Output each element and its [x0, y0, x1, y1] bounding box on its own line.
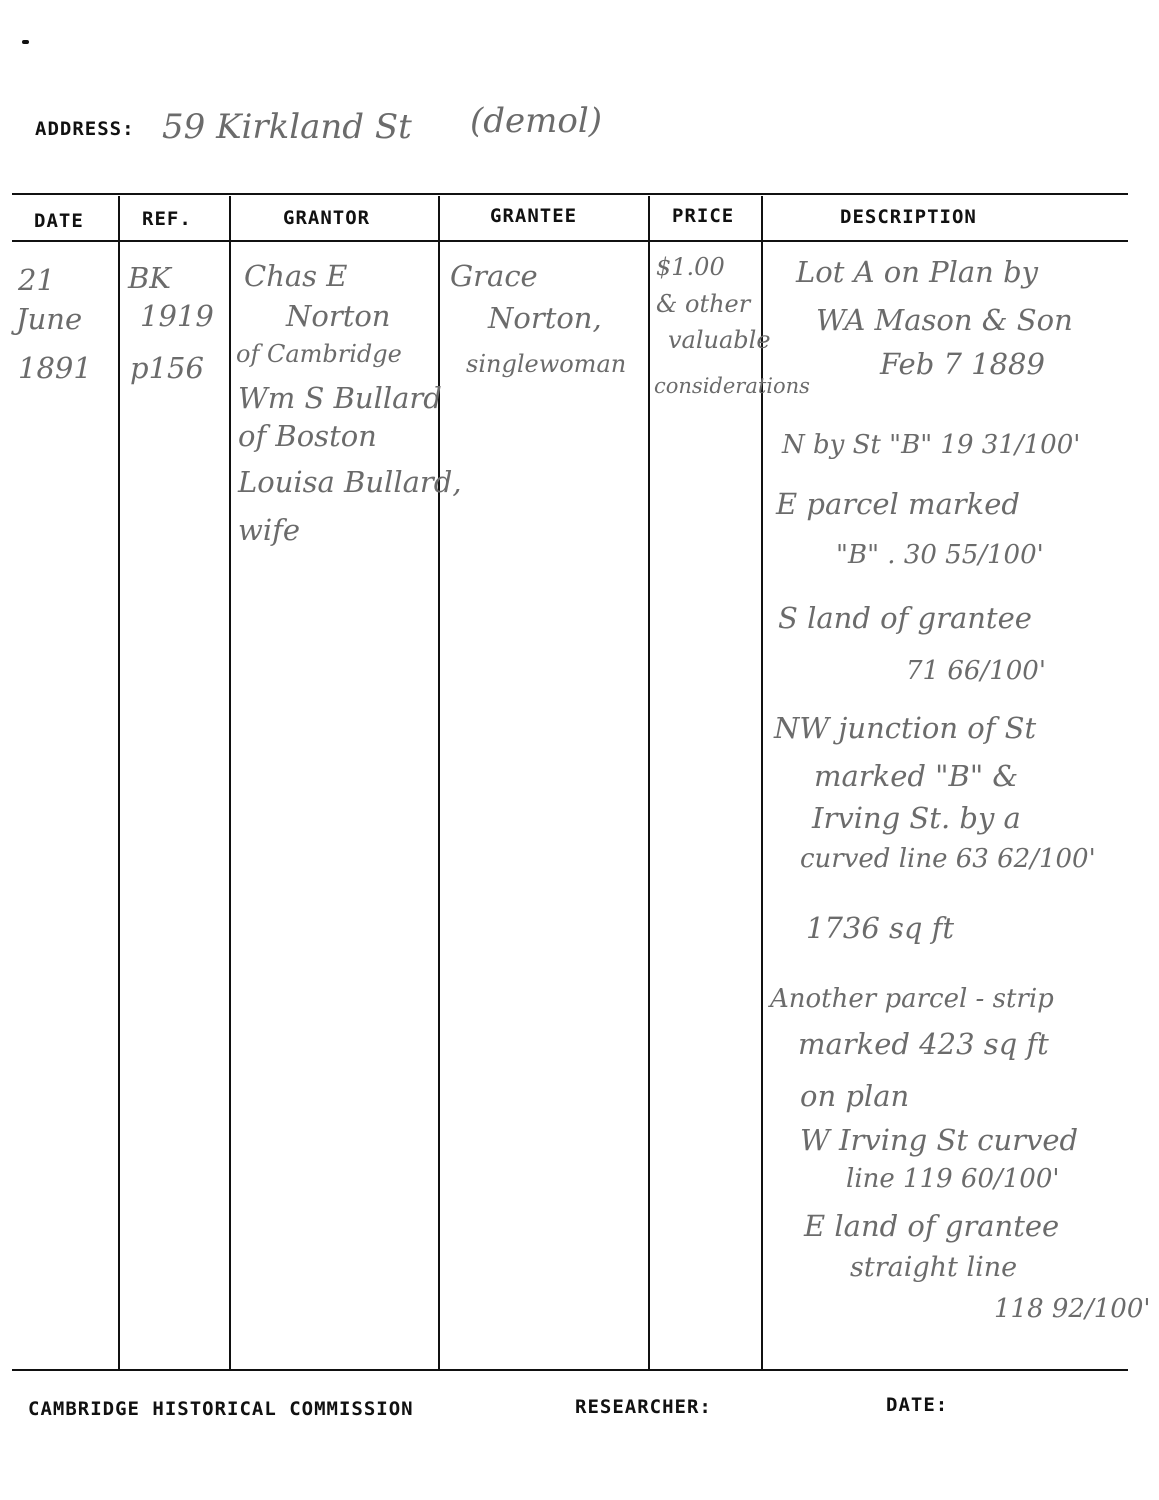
- address-label: ADDRESS:: [35, 118, 135, 140]
- grantor-line-5: of Boston: [238, 419, 377, 453]
- date-year: 1891: [18, 351, 92, 385]
- ref-book: BK: [128, 261, 171, 295]
- table-top-rule: [12, 193, 1128, 195]
- price-amount: $1.00: [656, 253, 725, 281]
- col-divider-1: [118, 196, 120, 1371]
- desc-line-1: Lot A on Plan by: [796, 255, 1039, 289]
- desc-line-16: on plan: [800, 1079, 910, 1113]
- col-divider-2: [229, 196, 231, 1371]
- ref-page: p156: [130, 351, 204, 385]
- desc-line-9: NW junction of St: [774, 711, 1037, 745]
- grantee-line-3: singlewoman: [466, 350, 627, 378]
- price-line-3: valuable: [668, 326, 771, 354]
- desc-line-5: E parcel marked: [776, 487, 1020, 521]
- grantor-line-2: Norton: [286, 299, 391, 333]
- ref-volume: 1919: [140, 299, 214, 333]
- price-line-4: considerations: [654, 374, 810, 398]
- grantee-line-1: Grace: [450, 259, 538, 293]
- grantor-line-3: of Cambridge: [236, 340, 402, 368]
- footer-date-label: DATE:: [886, 1394, 949, 1416]
- desc-line-13: 1736 sq ft: [806, 911, 955, 945]
- desc-line-19: E land of grantee: [804, 1209, 1060, 1243]
- grantor-line-7: wife: [238, 513, 300, 547]
- date-month: June: [16, 302, 83, 336]
- desc-line-21: 118 92/100': [994, 1294, 1151, 1324]
- col-header-grantor: GRANTOR: [283, 207, 371, 229]
- table-header-rule: [12, 240, 1128, 242]
- footer-researcher-label: RESEARCHER:: [575, 1396, 712, 1418]
- desc-line-11: Irving St. by a: [812, 801, 1021, 835]
- col-header-description: DESCRIPTION: [840, 206, 977, 228]
- col-header-price: PRICE: [672, 205, 735, 227]
- grantor-line-6: Louisa Bullard,: [238, 465, 462, 499]
- price-line-2: & other: [656, 290, 751, 318]
- desc-line-17: W Irving St curved: [800, 1123, 1079, 1157]
- col-header-ref: REF.: [142, 208, 192, 230]
- col-divider-4: [648, 196, 650, 1371]
- footer-commission: CAMBRIDGE HISTORICAL COMMISSION: [28, 1398, 414, 1420]
- desc-line-12: curved line 63 62/100': [800, 844, 1096, 874]
- desc-line-8: 71 66/100': [906, 656, 1046, 686]
- col-header-grantee: GRANTEE: [490, 205, 578, 227]
- grantee-line-2: Norton,: [488, 301, 602, 335]
- address-value: 59 Kirkland St: [162, 107, 412, 147]
- desc-line-3: Feb 7 1889: [880, 347, 1045, 381]
- corner-mark: [22, 40, 29, 44]
- desc-line-4: N by St "B" 19 31/100': [782, 430, 1081, 460]
- desc-line-6: "B" . 30 55/100': [836, 540, 1044, 570]
- grantor-line-1: Chas E: [244, 259, 348, 293]
- col-divider-3: [438, 196, 440, 1371]
- col-header-date: DATE: [34, 210, 84, 232]
- col-divider-5: [761, 196, 763, 1371]
- date-day: 21: [18, 263, 55, 297]
- desc-line-20: straight line: [850, 1252, 1018, 1283]
- grantor-line-4: Wm S Bullard: [238, 381, 442, 415]
- address-note: (demol): [470, 101, 602, 141]
- desc-line-10: marked "B" &: [814, 759, 1019, 793]
- desc-line-14: Another parcel - strip: [770, 984, 1054, 1014]
- desc-line-18: line 119 60/100': [846, 1164, 1060, 1194]
- desc-line-2: WA Mason & Son: [816, 303, 1073, 337]
- desc-line-7: S land of grantee: [778, 601, 1032, 635]
- table-bottom-rule: [12, 1369, 1128, 1371]
- desc-line-15: marked 423 sq ft: [798, 1027, 1049, 1061]
